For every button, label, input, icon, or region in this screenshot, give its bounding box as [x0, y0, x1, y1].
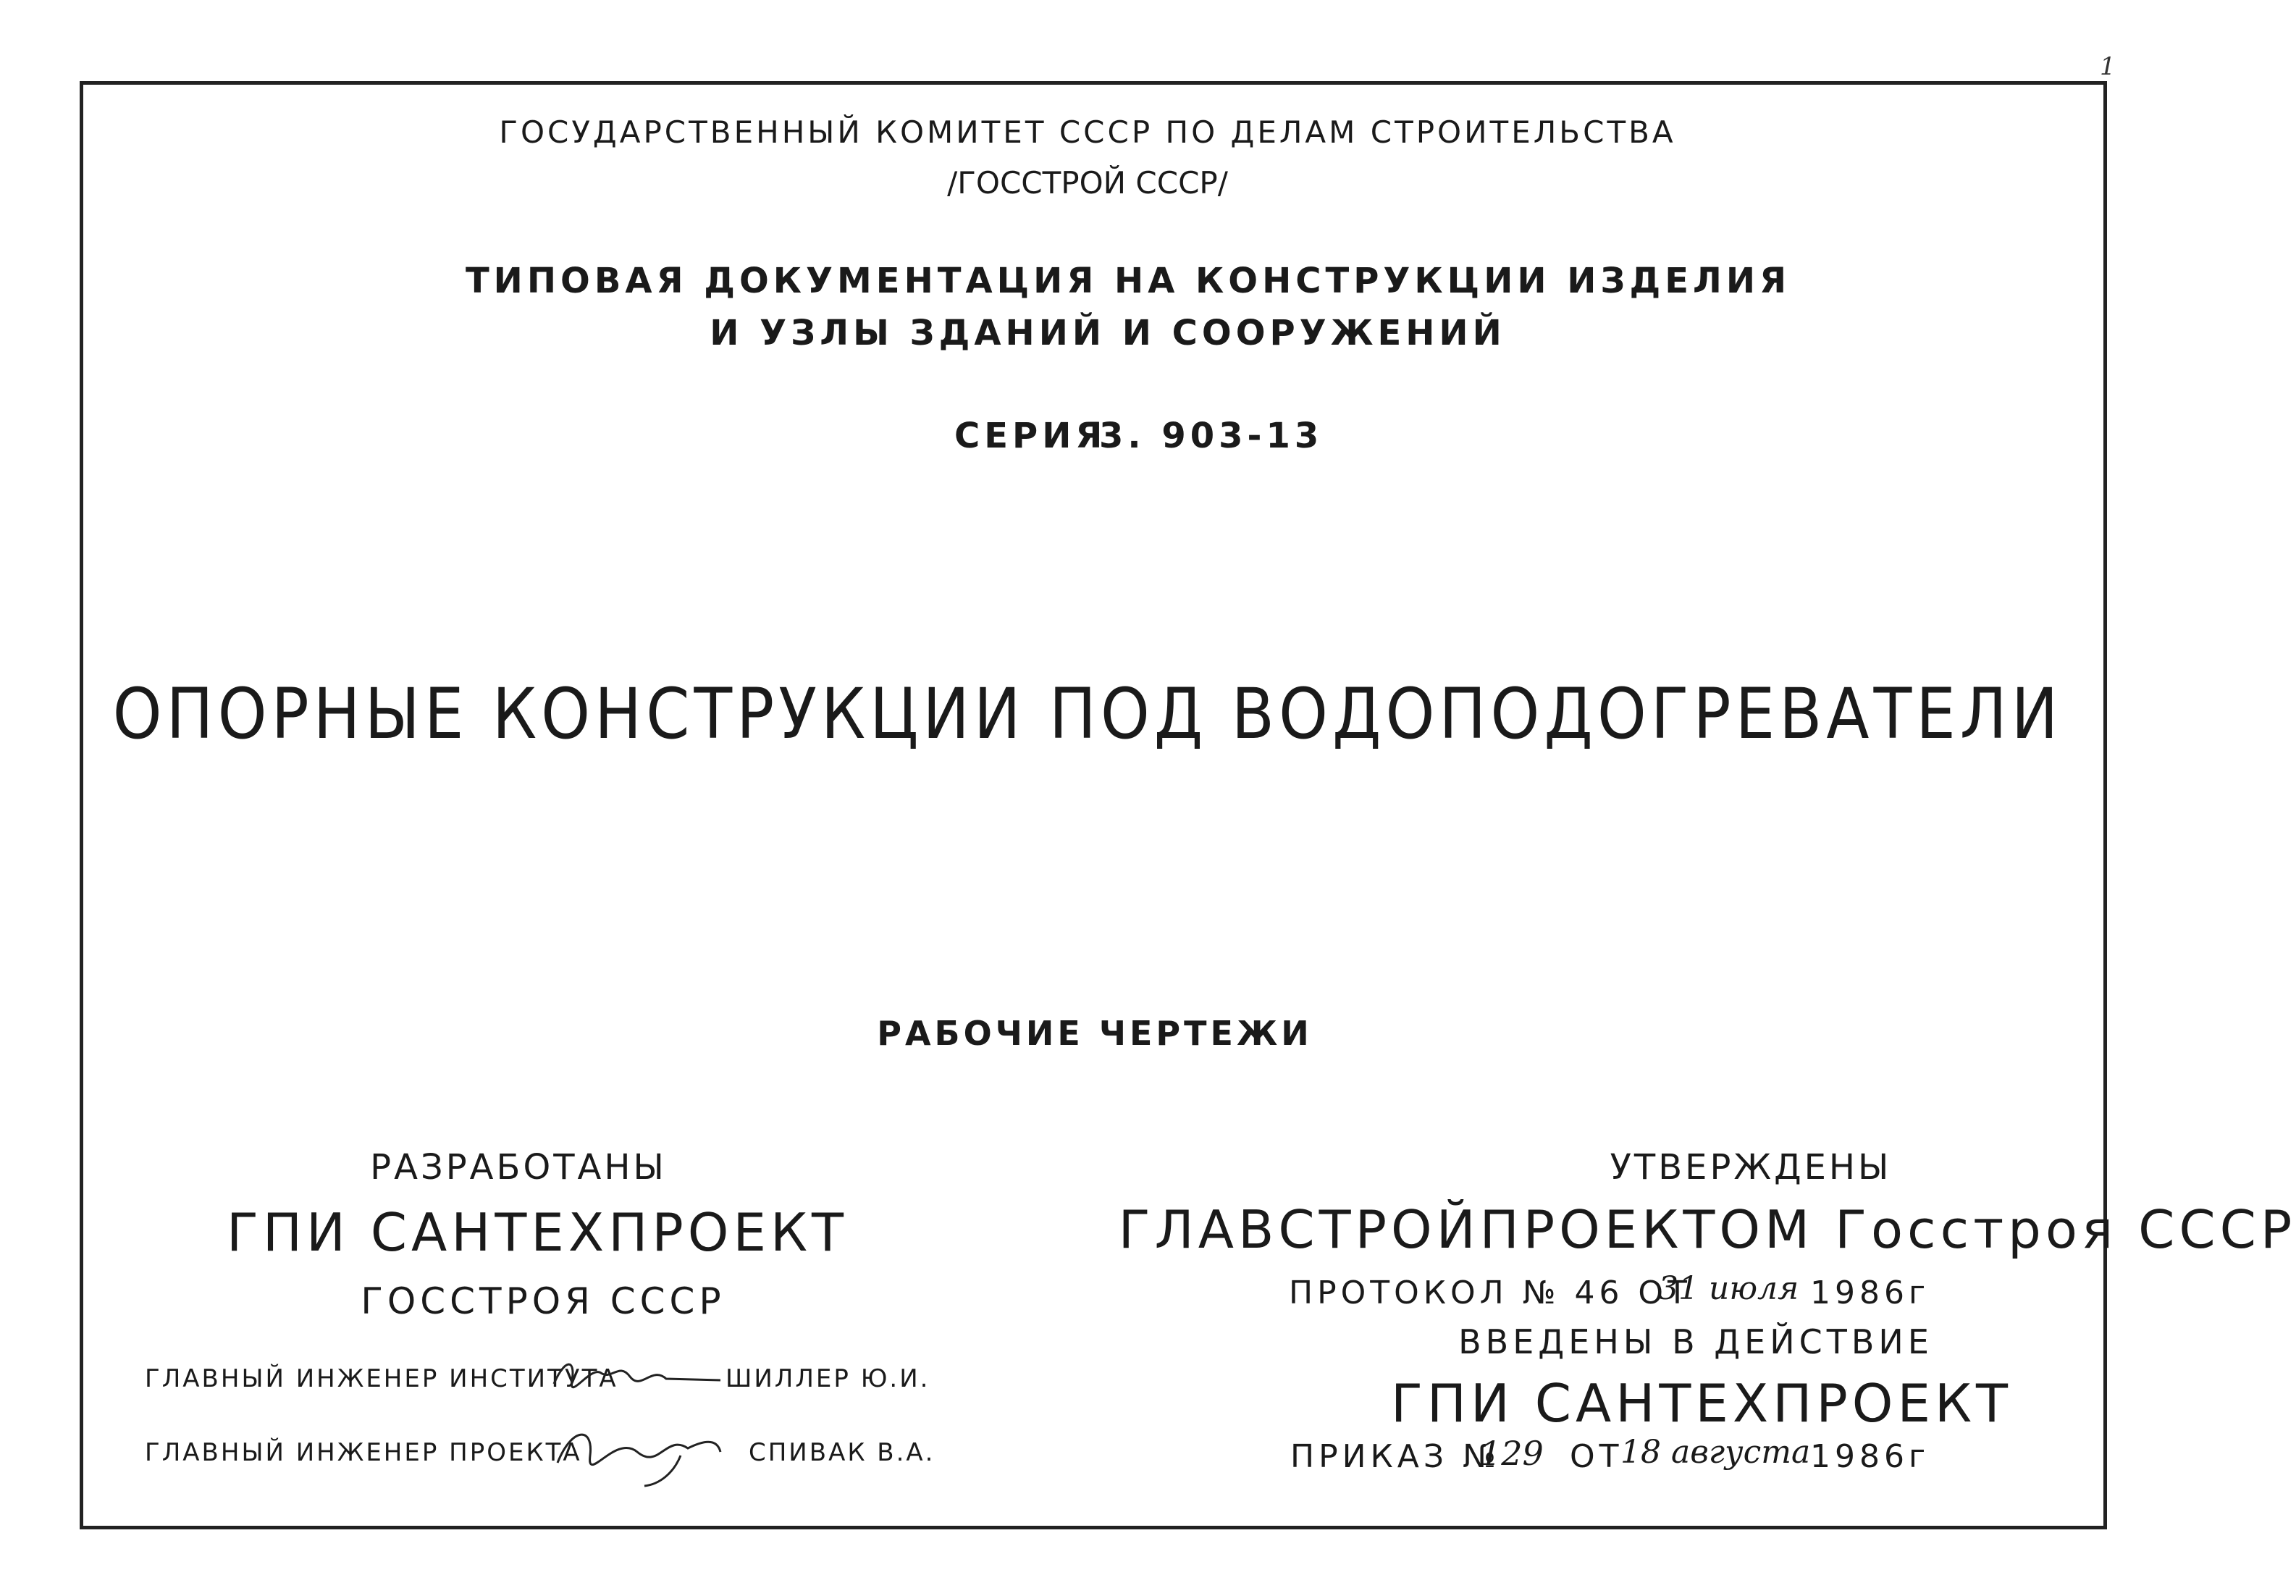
committee-short: /ГОССТРОЙ СССР/ — [947, 165, 1228, 201]
documentation-line-1: ТИПОВАЯ ДОКУМЕНТАЦИЯ НА КОНСТРУКЦИИ ИЗДЕЛИЯ — [465, 261, 1791, 301]
enacted-label: ВВЕДЕНЫ В ДЕЙСТВИЕ — [1458, 1322, 1933, 1361]
document-subtitle: РАБОЧИЕ ЧЕРТЕЖИ — [877, 1014, 1313, 1053]
chief-engineer-institute-label: ГЛАВНЫЙ ИНЖЕНЕР ИНСТИТУТА — [145, 1364, 618, 1393]
chief-engineer-institute-name: ШИЛЛЕР Ю.И. — [726, 1364, 930, 1393]
signature-spivak — [550, 1412, 731, 1492]
committee-name: ГОСУДАРСТВЕННЫЙ КОМИТЕТ СССР ПО ДЕЛАМ СТРОИТЕЛЬСТВА — [499, 114, 1676, 150]
developed-parent: ГОССТРОЯ СССР — [361, 1280, 726, 1322]
developed-heading: РАЗРАБОТАНЫ — [370, 1147, 667, 1188]
developed-organization: ГПИ САНТЕХПРОЕКТ — [226, 1202, 849, 1263]
protocol-year: 1986г — [1810, 1274, 1930, 1311]
chief-engineer-project-label: ГЛАВНЫЙ ИНЖЕНЕР ПРОЕКТА — [145, 1438, 582, 1467]
enacted-by: ГПИ САНТЕХПРОЕКТ — [1390, 1373, 2013, 1434]
order-year: 1986г — [1810, 1438, 1930, 1475]
chief-engineer-project-name: СПИВАК В.А. — [749, 1438, 935, 1467]
document-title: ОПОРНЫЕ КОНСТРУКЦИИ ПОД ВОДОПОДОГРЕВАТЕЛИ — [112, 673, 2063, 755]
series-number: 3. 903-13 — [1099, 416, 1324, 456]
approved-organization: ГЛАВСТРОЙПРОЕКТОМ Госстроя СССР — [1118, 1199, 2296, 1260]
signature-shiller — [550, 1351, 724, 1395]
order-label: ПРИКАЗ № — [1290, 1438, 1500, 1475]
sheet-number: 1 — [2100, 52, 2116, 81]
order-number: 129 — [1480, 1434, 1544, 1473]
protocol-date: 31 июля — [1658, 1270, 1799, 1307]
order-date: 18 августа — [1620, 1434, 1811, 1471]
order-from: ОТ — [1570, 1438, 1623, 1475]
approved-heading: УТВЕРЖДЕНЫ — [1610, 1147, 1892, 1188]
protocol-label: ПРОТОКОЛ № 46 ОТ — [1289, 1274, 1691, 1311]
series-label: СЕРИЯ — [954, 416, 1107, 456]
documentation-line-2: И УЗЛЫ ЗДАНИЙ И СООРУЖЕНИЙ — [710, 313, 1506, 353]
